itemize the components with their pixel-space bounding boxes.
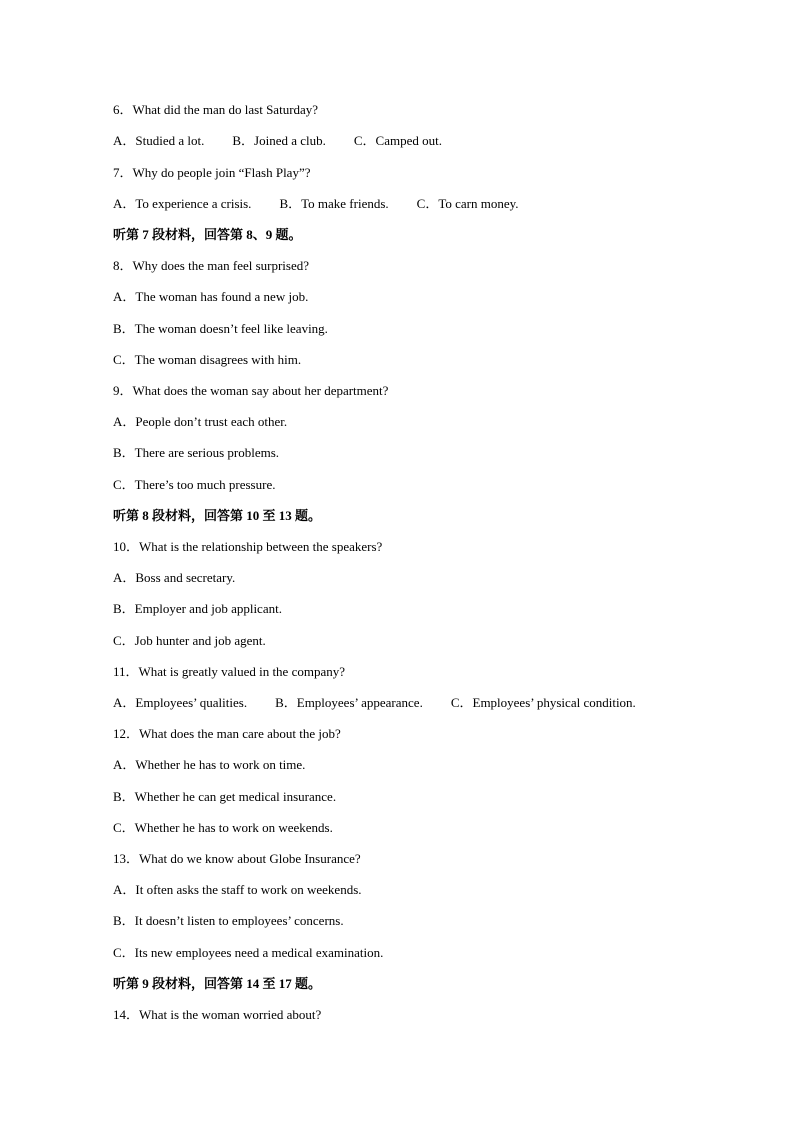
options-row-6 xyxy=(113,132,442,150)
question-7: 7．Why do people join “Flash Play”? xyxy=(113,165,311,180)
section-heading-7: 听第 7 段材料，回答第 8、9 题。 xyxy=(113,227,302,242)
question-10: 10．What is the relationship between the speakers? xyxy=(113,539,383,554)
option-a: A．The woman has found a new job. xyxy=(113,289,309,304)
option-b: B．To make friends. xyxy=(279,196,389,211)
option-c: C．Camped out. xyxy=(353,133,442,148)
option-c: C．There’s too much pressure. xyxy=(113,477,276,492)
option-a: A．People don’t trust each other. xyxy=(113,414,288,429)
option-b: B．Joined a club. xyxy=(232,133,326,148)
option-c: C．Employees’ physical condition. xyxy=(450,695,636,710)
option-c: C．Job hunter and job agent. xyxy=(113,633,266,648)
section-heading-8: 听第 8 段材料，回答第 10 至 13 题。 xyxy=(113,508,322,523)
option-b: B．It doesn’t listen to employees’ concerns. xyxy=(113,913,344,928)
option-a: A．It often asks the staff to work on weekends. xyxy=(113,882,362,897)
option-a: A．Studied a lot. xyxy=(113,133,205,148)
question-12: 12．What does the man care about the job? xyxy=(113,726,341,741)
question-13: 13．What do we know about Globe Insurance? xyxy=(113,851,361,866)
option-b: B．Whether he can get medical insurance. xyxy=(113,789,337,804)
option-b: B．The woman doesn’t feel like leaving. xyxy=(113,321,328,336)
option-c: C．To carn money. xyxy=(416,196,519,211)
question-8: 8．Why does the man feel surprised? xyxy=(113,258,310,273)
option-a: A．Employees’ qualities. xyxy=(113,695,248,710)
section-heading-9: 听第 9 段材料，回答第 14 至 17 题。 xyxy=(113,976,322,991)
option-b: B．There are serious problems. xyxy=(113,445,280,460)
option-a: A．Boss and secretary. xyxy=(113,570,236,585)
question-11: 11．What is greatly valued in the company? xyxy=(113,664,346,679)
question-6: 6．What did the man do last Saturday? xyxy=(113,102,319,117)
question-14: 14．What is the woman worried about? xyxy=(113,1007,322,1022)
option-a: A．To experience a crisis. xyxy=(113,196,252,211)
option-b: B．Employer and job applicant. xyxy=(113,601,282,616)
option-b: B．Employees’ appearance. xyxy=(275,695,423,710)
question-9: 9．What does the woman say about her department? xyxy=(113,383,389,398)
options-row-7 xyxy=(113,195,519,213)
option-a: A．Whether he has to work on time. xyxy=(113,757,306,772)
option-c: C．Whether he has to work on weekends. xyxy=(113,820,333,835)
option-c: C．Its new employees need a medical examination. xyxy=(113,945,384,960)
option-c: C．The woman disagrees with him. xyxy=(113,352,302,367)
options-row-11 xyxy=(113,694,636,712)
